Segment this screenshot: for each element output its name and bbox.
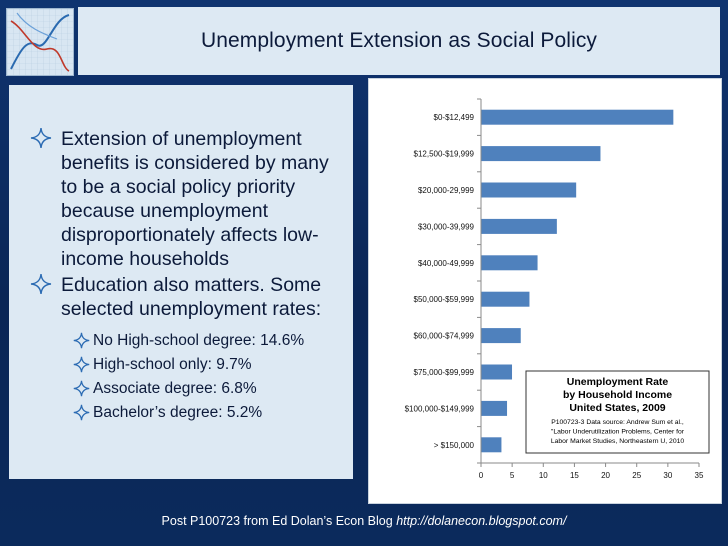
x-tick-label: 20: [601, 471, 611, 480]
bar: [482, 183, 577, 198]
sub-bullet-item: [9, 355, 353, 375]
star-bullet-icon: [30, 273, 52, 295]
sub-bullet-text: High-school only: 9.7%: [93, 356, 252, 373]
sub-bullet-item: [9, 403, 353, 423]
y-tick-label: $30,000-39,999: [417, 222, 474, 232]
chart-panel: [368, 78, 722, 504]
annotation-source-line: "Labor Underutilization Problems, Center for: [550, 428, 685, 436]
income-bar-chart: [369, 79, 721, 503]
annotation-title-line: Unemployment Rate: [566, 376, 669, 388]
bar: [482, 219, 557, 234]
bar: [482, 255, 538, 270]
abstract-graph-logo-icon: [7, 9, 73, 75]
bar: [482, 401, 508, 416]
sub-bullet-text: Bachelor’s degree: 5.2%: [93, 404, 263, 421]
bar: [482, 365, 513, 380]
y-tick-label: > $150,000: [433, 440, 474, 450]
bullet-item: [9, 127, 345, 271]
y-tick-label: $40,000-49,999: [417, 258, 474, 268]
bar: [482, 328, 521, 343]
sub-bullet-item: [9, 379, 353, 399]
blog-logo: [6, 8, 74, 76]
x-tick-label: 5: [509, 471, 515, 480]
y-tick-label: $60,000-$74,999: [413, 331, 474, 341]
text-panel: [9, 85, 353, 479]
sub-bullet-item: [9, 331, 353, 351]
bar: [482, 437, 502, 452]
y-tick-label: $100,000-$149,999: [404, 404, 474, 414]
x-tick-label: 35: [694, 471, 704, 480]
annotation-source-line: Labor Market Studies, Northeastern U, 2010: [550, 438, 685, 445]
sub-bullet-text: No High-school degree: 14.6%: [93, 332, 305, 349]
x-tick-label: 10: [538, 471, 548, 480]
footer-text: Post P100723 from Ed Dolan’s Econ Blog: [161, 514, 393, 528]
y-tick-label: $75,000-$99,999: [413, 368, 474, 377]
slide-title: Unemployment Extension as Social Policy: [200, 29, 598, 52]
footer-link[interactable]: http://dolanecon.blogspot.com/: [396, 514, 567, 528]
annotation-title-line: by Household Income: [562, 389, 673, 401]
bullet-item: [9, 273, 345, 321]
y-tick-label: $0-$12,499: [433, 113, 474, 123]
main-bullet-list: [9, 127, 353, 321]
x-tick-label: 0: [478, 471, 484, 480]
footer: [0, 514, 728, 528]
star-bullet-icon: [73, 380, 90, 397]
x-tick-label: 25: [632, 471, 642, 480]
bar: [482, 292, 530, 307]
star-bullet-icon: [73, 356, 90, 373]
bar: [482, 146, 601, 161]
star-bullet-icon: [73, 404, 90, 421]
sub-bullet-text: Associate degree: 6.8%: [93, 380, 257, 397]
title-bar: [78, 7, 720, 75]
star-bullet-icon: [73, 332, 90, 349]
annotation-title-line: United States, 2009: [569, 402, 666, 414]
x-tick-label: 15: [569, 471, 579, 480]
y-tick-label: $12,500-$19,999: [413, 149, 474, 159]
annotation-source-line: P100723-3 Data source: Andrew Sum et al.,: [551, 419, 684, 426]
sub-bullet-list: [9, 331, 353, 423]
bullet-text: Education also matters. Some selected unemployment rates:: [61, 274, 322, 320]
bullet-text: Extension of unemployment benefits is considered by many to be a social policy priority because unemployment disproportionately affects low-income households: [61, 128, 329, 270]
bar: [482, 110, 674, 125]
x-tick-label: 30: [663, 471, 673, 480]
y-tick-label: $20,000-29,999: [417, 186, 474, 195]
y-tick-label: $50,000-$59,999: [413, 295, 474, 305]
star-bullet-icon: [30, 127, 52, 149]
